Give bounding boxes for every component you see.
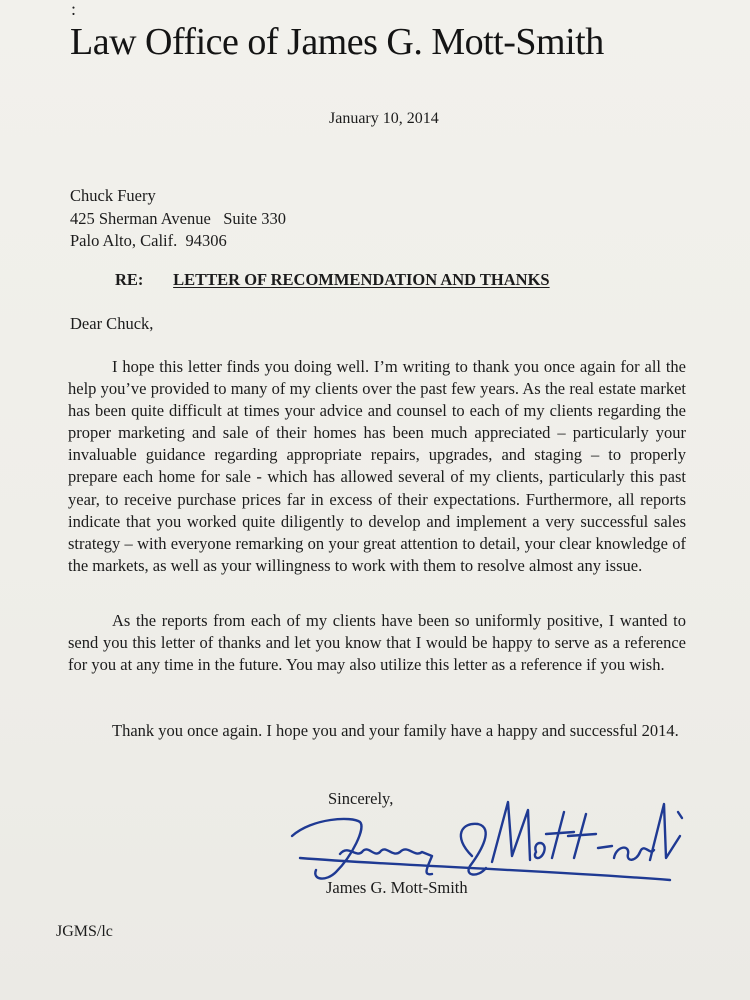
body-paragraph: Thank you once again. I hope you and your family have a happy and successful 2014. <box>112 721 679 740</box>
recipient-city: Palo Alto, Calif. 94306 <box>70 231 227 250</box>
letterhead-title: Law Office of James G. Mott-Smith <box>70 21 604 63</box>
recipient-street: 425 Sherman Avenue Suite 330 <box>70 208 286 228</box>
body-paragraph: I hope this letter finds you doing well. I’m writing to thank you once again for all the help you’ve provided to many of my clients over the past few years. As the real estate market has been quite difficult at times your advice and counsel to each of my clients regarding the proper marketing and sale of their homes has been much appreciated – particularly your invaluable guidance regarding appropriate repairs, upgrades, and staging – to properly prepare each home for sale - which has allowed several of my clients, particularly this past year, to receive purchase prices far in excess of their expectations. Furthermore, all reports indicate that you worked quite diligently to develop and implement a very successful sales strategy – with everyone remarking on your great attention to detail, your clear knowledge of the markets, as well as your willingness to work with them to resolve almost any issue. <box>68 357 686 575</box>
re-subject: LETTER OF RECOMMENDATION AND THANKS <box>173 270 550 289</box>
closing: Sincerely, <box>328 789 394 808</box>
letter-date: January 10, 2014 <box>329 110 439 127</box>
re-label: RE: <box>115 270 144 289</box>
recipient-name: Chuck Fuery <box>70 186 156 205</box>
body-paragraph: As the reports from each of my clients have been so uniformly positive, I wanted to send you this letter of thanks and let you know that I would be happy to serve as a reference for you at any time in the future. You may also utilize this letter as a reference if you wish. <box>68 611 686 675</box>
letterhead-mark: : <box>71 0 77 19</box>
re-line <box>115 269 550 291</box>
recipient-address <box>70 185 286 253</box>
salutation: Dear Chuck, <box>70 314 154 333</box>
signer-name: James G. Mott-Smith <box>326 878 468 897</box>
typist-initials: JGMS/lc <box>56 923 113 940</box>
